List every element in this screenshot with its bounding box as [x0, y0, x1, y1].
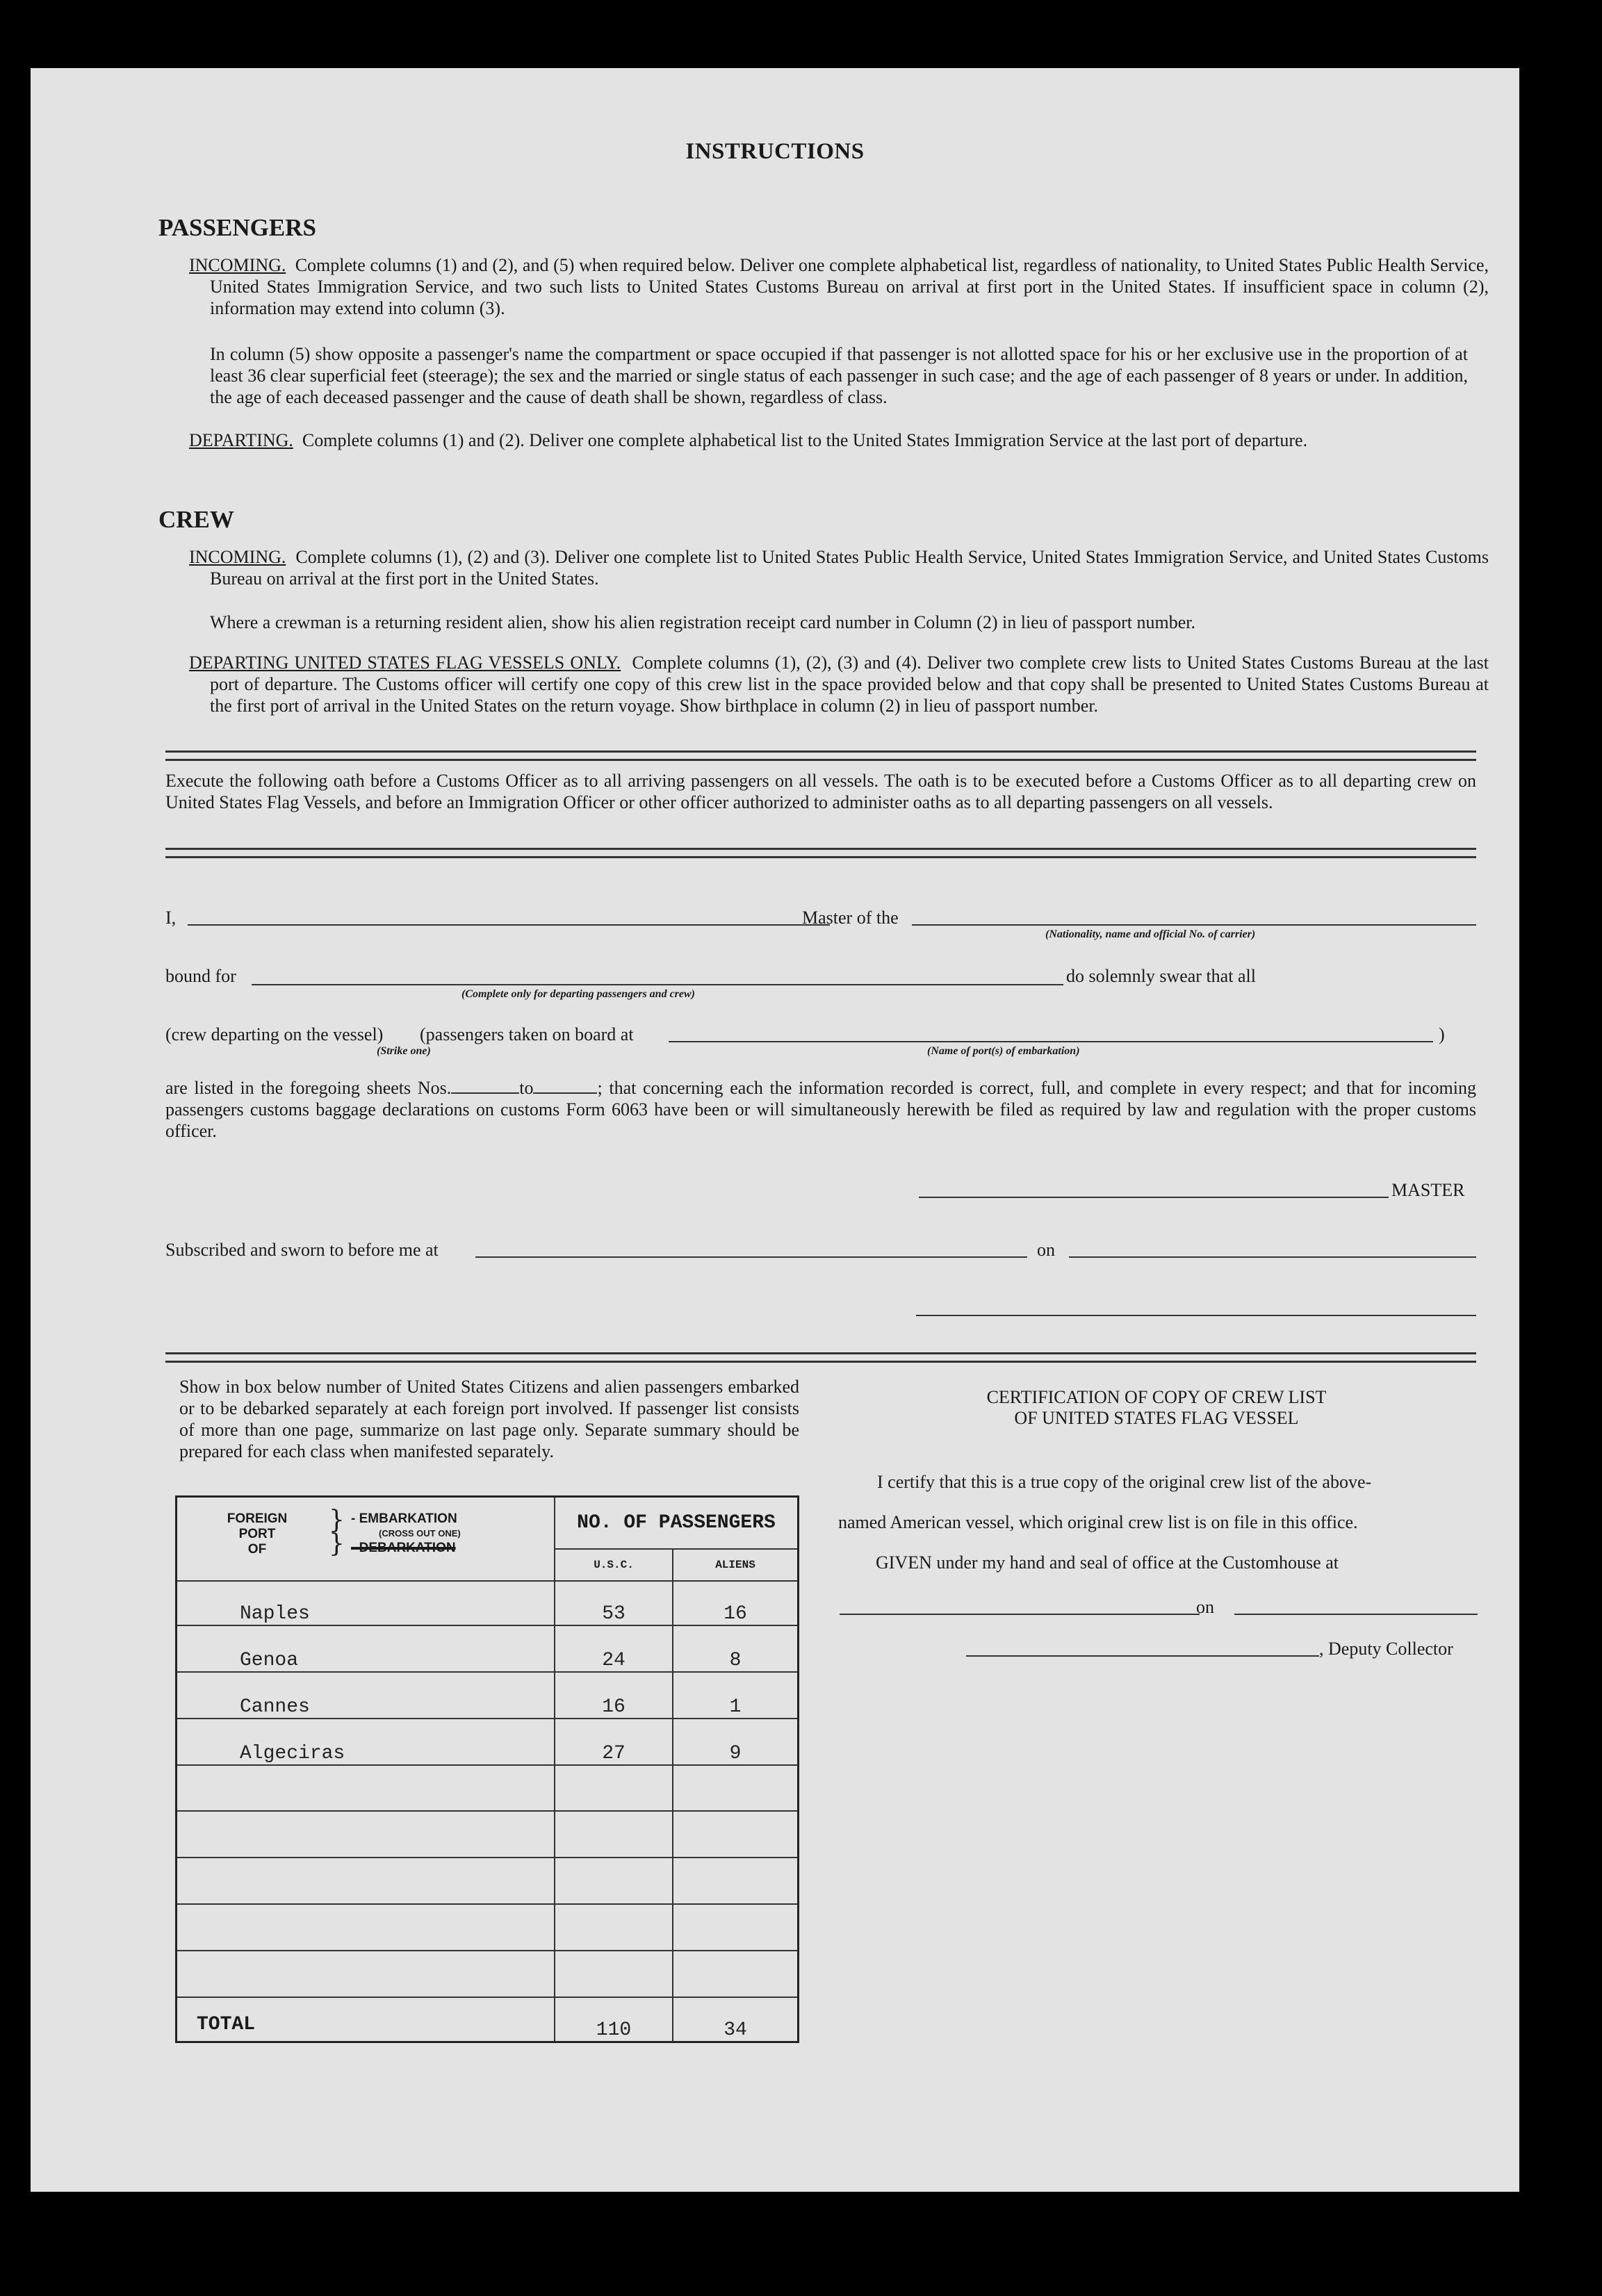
carrier-caption: (Nationality, name and official No. of carrier)	[1045, 928, 1256, 940]
aliens-cell[interactable]: 16	[673, 1581, 799, 1626]
aliens-cell[interactable]	[673, 1858, 799, 1904]
close-paren: )	[1439, 1024, 1445, 1044]
subscribed-place-line[interactable]	[475, 1256, 1027, 1258]
passengers-incoming-label: INCOMING.	[189, 255, 286, 275]
swear-text: do solemnly swear that all	[1066, 966, 1256, 986]
crew-resident-paragraph: Where a crewman is a returning resident alien, show his alien registration receipt card number in Column (2) in lieu of passport number.	[210, 612, 1196, 632]
table-row	[177, 1811, 799, 1858]
table-row	[177, 1672, 799, 1719]
form-page	[31, 68, 1519, 2192]
total-aliens-cell[interactable]: 34	[673, 1997, 799, 2042]
bound-for-line[interactable]	[252, 984, 1063, 985]
port-cell[interactable]: Algeciras	[177, 1719, 555, 1765]
double-rule	[165, 848, 1476, 858]
aliens-cell[interactable]: 9	[673, 1719, 799, 1765]
usc-cell[interactable]	[555, 1858, 673, 1904]
officer-signature-line[interactable]	[916, 1315, 1476, 1316]
summary-instructions: Show in box below number of United States Citizens and alien passengers embarked or to be debarked separately at each foreign port involved. If passenger list consists of more than one page, summarize on last page only. Separate summary should be prepared for each class when manifested separately.	[179, 1377, 799, 1461]
of-label: OF	[247, 1542, 267, 1557]
certification-date-line[interactable]	[1234, 1614, 1478, 1615]
certification-text-1: I certify that this is a true copy of the original crew list of the above-	[877, 1472, 1372, 1492]
passengers-heading: PASSENGERS	[158, 214, 316, 241]
bound-for-label: bound for	[165, 966, 236, 986]
customhouse-place-line[interactable]	[840, 1614, 1200, 1615]
deputy-signature-line[interactable]	[966, 1655, 1319, 1657]
listed-to: to	[519, 1078, 534, 1098]
crew-departing-text: Complete columns (1), (2), (3) and (4). Deliver two complete crew lists to United States Customs Bureau at the last port of departure. The Customs officer will certify one copy of this crew list in the space provided below and that copy shall be presented to United States Customs Bureau at the first port of arrival in the United States on the return voyage. Show birthplace in column (2) in lieu of passport number.	[210, 653, 1489, 716]
passengers-incoming-text: Complete columns (1) and (2), and (5) when required below. Deliver one complete alphabetical list, regardless of nationality, to United States Public Health Service, United States Immigration Service, and two such lists to United States Customs Bureau on arrival at first port in the United States. If insufficient space in column (2), information may extend into column (3).	[210, 255, 1489, 318]
foreign-port-of-label	[205, 1511, 309, 1557]
aliens-cell[interactable]	[673, 1811, 799, 1858]
passengers-departing-text: Complete columns (1) and (2). Deliver one complete alphabetical list to the United States Immigration Service at the last port of departure.	[302, 430, 1308, 450]
port-cell[interactable]	[177, 1858, 555, 1904]
master-name-line[interactable]	[188, 924, 830, 926]
aliens-cell[interactable]	[673, 1904, 799, 1951]
foreign-label: FOREIGN	[227, 1511, 288, 1526]
page-title: INSTRUCTIONS	[685, 139, 865, 164]
oath-i-label: I,	[165, 908, 177, 928]
aliens-cell[interactable]: 8	[673, 1625, 799, 1672]
passengers-column5-paragraph: In column (5) show opposite a passenger's name the compartment or space occupied if that passenger is not allotted space for his or her exclusive use in the proportion of at least 36 clear superficial feet (steerage); the sex and the married or single status of each passenger in such case; and the age of each passenger of 8 years or under. In addition, the age of each deceased passenger and the cause of death shall be shown, regardless of class.	[210, 344, 1468, 407]
listed-text-a: are listed in the foregoing sheets Nos.	[165, 1078, 452, 1098]
no-of-passengers-header: NO. OF PASSENGERS	[555, 1497, 799, 1549]
debarkation-option-crossed[interactable]: - DEBARKATION	[351, 1541, 456, 1555]
total-label: TOTAL	[177, 1997, 555, 2042]
certification-title-line-1: CERTIFICATION OF COPY OF CREW LIST	[986, 1387, 1327, 1407]
passenger-summary-table	[175, 1495, 799, 2043]
usc-cell[interactable]	[555, 1951, 673, 1997]
cross-out-one-note: (CROSS OUT ONE)	[379, 1528, 461, 1539]
table-row	[177, 1719, 799, 1765]
usc-cell[interactable]	[555, 1765, 673, 1812]
certification-on-label: on	[1196, 1597, 1214, 1617]
crew-departing-option[interactable]: (crew departing on the vessel)	[165, 1024, 384, 1044]
crew-departing-label: DEPARTING UNITED STATES FLAG VESSELS ONLY.	[189, 653, 621, 673]
embarkation-ports-caption: (Name of port(s) of embarkation)	[927, 1045, 1080, 1057]
certification-text-2: named American vessel, which original crew list is on file in this office.	[838, 1512, 1358, 1532]
total-row	[177, 1997, 799, 2042]
crew-incoming-label: INCOMING.	[189, 547, 286, 567]
port-cell[interactable]: Naples	[177, 1581, 555, 1626]
crew-heading: CREW	[158, 506, 234, 533]
double-rule	[165, 1352, 1476, 1363]
usc-cell[interactable]	[555, 1904, 673, 1951]
port-cell[interactable]: Cannes	[177, 1672, 555, 1719]
master-of-label: Master of the	[802, 908, 899, 928]
strike-one-caption: (Strike one)	[377, 1045, 431, 1057]
aliens-cell[interactable]: 1	[673, 1672, 799, 1719]
certification-title	[837, 1387, 1476, 1429]
usc-header: U.S.C.	[555, 1549, 673, 1581]
embarkation-option[interactable]: - EMBARKATION	[351, 1511, 457, 1526]
table-row	[177, 1765, 799, 1812]
deputy-collector-label: , Deputy Collector	[1319, 1639, 1453, 1659]
passengers-departing-label: DEPARTING.	[189, 430, 293, 450]
sheet-from-line[interactable]	[451, 1080, 519, 1094]
usc-cell[interactable]	[555, 1811, 673, 1858]
crew-incoming-paragraph	[189, 546, 1489, 589]
usc-cell[interactable]: 24	[555, 1625, 673, 1672]
total-usc-cell[interactable]: 110	[555, 1997, 673, 2042]
sheet-to-line[interactable]	[533, 1080, 597, 1094]
usc-cell[interactable]: 53	[555, 1581, 673, 1626]
subscribed-date-line[interactable]	[1069, 1256, 1476, 1258]
table-row	[177, 1858, 799, 1904]
master-label: MASTER	[1391, 1180, 1465, 1200]
usc-cell[interactable]: 16	[555, 1672, 673, 1719]
double-rule	[165, 751, 1476, 761]
crew-incoming-text: Complete columns (1), (2) and (3). Deliver one complete list to United States Public Health Service, United States Immigration Service, and United States Customs Bureau on arrival at the first port in the United States.	[210, 547, 1489, 589]
port-cell[interactable]	[177, 1765, 555, 1812]
passengers-taken-option[interactable]: (passengers taken on board at	[420, 1024, 634, 1044]
aliens-header: ALIENS	[673, 1549, 799, 1581]
listed-text-b: ; that concerning each the information recorded is correct, full, and complete in every respect; and that for incoming passengers customs baggage declarations on customs Form 6063 have been or will simultaneously herewith be filed as required by law and regulation with the proper customs officer.	[165, 1078, 1476, 1141]
crew-departing-paragraph	[189, 652, 1489, 716]
bound-for-caption: (Complete only for departing passengers and crew)	[461, 988, 695, 1000]
port-cell[interactable]	[177, 1811, 555, 1858]
usc-cell[interactable]: 27	[555, 1719, 673, 1765]
carrier-line[interactable]	[912, 924, 1476, 926]
table-row	[177, 1951, 799, 1997]
table-row	[177, 1904, 799, 1951]
embarkation-ports-line[interactable]	[669, 1041, 1433, 1042]
aliens-cell[interactable]	[673, 1951, 799, 1997]
port-label: PORT	[238, 1527, 276, 1541]
port-cell[interactable]	[177, 1904, 555, 1951]
subscribed-label: Subscribed and sworn to before me at	[165, 1240, 439, 1260]
port-type-header-cell	[177, 1497, 555, 1581]
subscribed-on-label: on	[1037, 1240, 1055, 1260]
brace-glyph: } }	[329, 1506, 345, 1558]
table-row	[177, 1625, 799, 1672]
listed-sheets-paragraph	[165, 1077, 1476, 1142]
passengers-incoming-paragraph	[189, 254, 1489, 319]
table-row	[177, 1581, 799, 1626]
certification-text-3: GIVEN under my hand and seal of office at the Customhouse at	[876, 1552, 1339, 1573]
passengers-departing-paragraph	[189, 429, 1489, 451]
port-cell[interactable]	[177, 1951, 555, 1997]
master-signature-line[interactable]	[919, 1197, 1389, 1198]
oath-instructions: Execute the following oath before a Customs Officer as to all arriving passengers on all vessels. The oath is to be executed before a Customs Officer as to all departing crew on United States Flag Vessels, and before an Immigration Officer or other officer authorized to administer oaths as to all departing passengers on all vessels.	[165, 771, 1476, 812]
port-cell[interactable]: Genoa	[177, 1625, 555, 1672]
aliens-cell[interactable]	[673, 1765, 799, 1812]
certification-title-line-2: OF UNITED STATES FLAG VESSEL	[1014, 1408, 1299, 1428]
